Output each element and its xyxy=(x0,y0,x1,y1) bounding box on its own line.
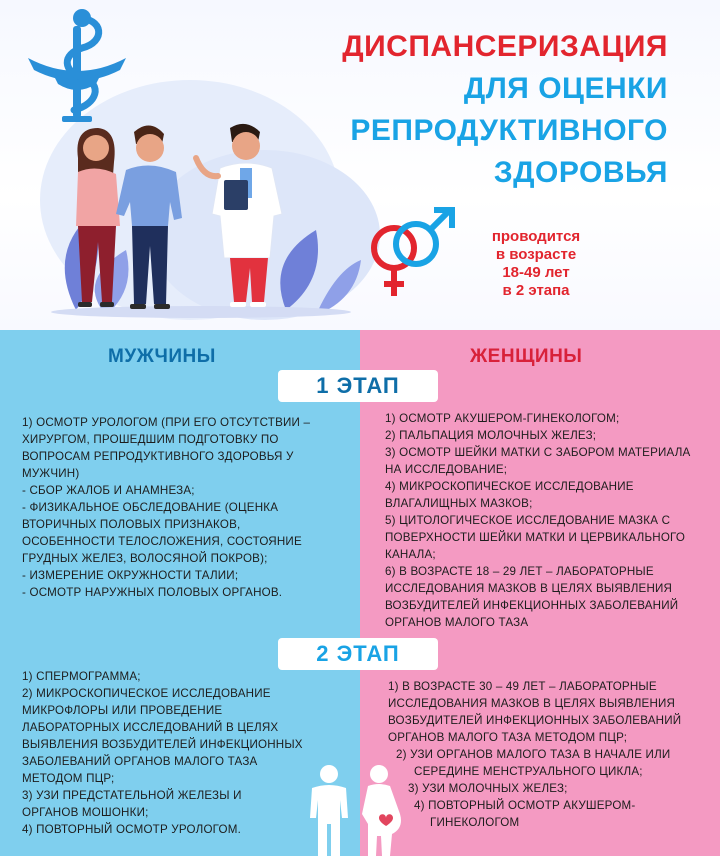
woman-figure xyxy=(76,128,120,307)
men-stage-1-list xyxy=(22,414,310,601)
gender-symbols-icon xyxy=(360,206,460,302)
list-item: - ИЗМЕРЕНИЕ ОКРУЖНОСТИ ТАЛИИ; xyxy=(22,569,239,582)
list-item: МУЖЧИН) xyxy=(22,467,80,480)
women-heading: ЖЕНЩИНЫ xyxy=(470,346,583,367)
list-item: ИССЛЕДОВАНИЯ МАЗКОВ В ЦЕЛЯХ ВЫЯВЛЕНИЯ xyxy=(388,697,676,710)
list-item: 1) ОСМОТР УРОЛОГОМ (ПРИ ЕГО ОТСУТСТВИИ – xyxy=(22,416,311,429)
list-item: ВТОРИЧНЫХ ПОЛОВЫХ ПРИЗНАКОВ, xyxy=(22,518,241,531)
women-stage-1-list xyxy=(385,410,690,631)
list-item: ОРГАНОВ МАЛОГО ТАЗА МЕТОДОМ ПЦР; xyxy=(388,731,628,744)
list-item: НА ИССЛЕДОВАНИЕ; xyxy=(385,463,508,476)
stage-1-label: 1 ЭТАП xyxy=(278,370,438,402)
list-item: 2) УЗИ ОРГАНОВ МАЛОГО ТАЗА В НАЧАЛЕ ИЛИ xyxy=(396,748,671,761)
man-pictogram-icon xyxy=(304,764,354,856)
pregnant-woman-pictogram-icon xyxy=(352,764,412,856)
list-item: МИКРОФЛОРЫ ИЛИ ПРОВЕДЕНИЕ xyxy=(22,704,223,717)
list-item: МЕТОДОМ ПЦР; xyxy=(22,772,115,785)
list-item: 2) МИКРОСКОПИЧЕСКОЕ ИССЛЕДОВАНИЕ xyxy=(22,687,271,700)
list-item: 4) ПОВТОРНЫЙ ОСМОТР УРОЛОГОМ. xyxy=(22,823,241,836)
list-item: ГИНЕКОЛОГОМ xyxy=(430,816,520,829)
title-line-2: ДЛЯ ОЦЕНКИ xyxy=(463,72,668,105)
men-heading: МУЖЧИНЫ xyxy=(108,346,216,367)
list-item: КАНАЛА; xyxy=(385,548,436,561)
list-item: 4) ПОВТОРНЫЙ ОСМОТР АКУШЕРОМ- xyxy=(414,799,636,812)
list-item: ОРГАНОВ МОШОНКИ; xyxy=(22,806,149,819)
couple-and-doctor-illustration xyxy=(64,118,304,314)
list-item: - ФИЗИКАЛЬНОЕ ОБСЛЕДОВАНИЕ (ОЦЕНКА xyxy=(22,501,279,514)
list-item: ИССЛЕДОВАНИЯ МАЗКОВ В ЦЕЛЯХ ВЫЯВЛЕНИЯ xyxy=(385,582,673,595)
list-item: 1) СПЕРМОГРАММА; xyxy=(22,670,141,683)
list-item: 6) В ВОЗРАСТЕ 18 – 29 ЛЕТ – ЛАБОРАТОРНЫЕ xyxy=(385,565,654,578)
age-line: проводится xyxy=(491,228,581,245)
age-line: в возрасте xyxy=(495,246,577,263)
men-stage-2-list xyxy=(22,668,303,838)
list-item: ЗАБОЛЕВАНИЙ ОРГАНОВ МАЛОГО ТАЗА xyxy=(22,755,258,768)
age-line: в 2 этапа xyxy=(502,282,570,299)
list-item: ХИРУРГОМ, ПРОШЕДШИМ ПОДГОТОВКУ ПО xyxy=(22,433,279,446)
title-line-1: ДИСПАНСЕРИЗАЦИЯ xyxy=(342,30,668,63)
list-item: ВЫЯВЛЕНИЯ ВОЗБУДИТЕЛЕЙ ИНФЕКЦИОННЫХ xyxy=(22,738,303,751)
list-item: ВОЗБУДИТЕЛЕЙ ИНФЕКЦИОННЫХ ЗАБОЛЕВАНИЙ xyxy=(388,714,682,727)
list-item: 3) УЗИ МОЛОЧНЫХ ЖЕЛЕЗ; xyxy=(408,782,568,795)
list-item: - ОСМОТР НАРУЖНЫХ ПОЛОВЫХ ОРГАНОВ. xyxy=(22,586,283,599)
list-item: ОСОБЕННОСТИ ТЕЛОСЛОЖЕНИЯ, СОСТОЯНИЕ xyxy=(22,535,302,548)
list-item: СЕРЕДИНЕ МЕНСТРУАЛЬНОГО ЦИКЛА; xyxy=(414,765,643,778)
list-item: ЛАБОРАТОРНЫХ ИССЛЕДОВАНИЙ В ЦЕЛЯХ xyxy=(22,721,279,734)
list-item: ВЛАГАЛИЩНЫХ МАЗКОВ; xyxy=(385,497,533,510)
list-item: 5) ЦИТОЛОГИЧЕСКОЕ ИССЛЕДОВАНИЕ МАЗКА С xyxy=(385,514,671,527)
list-item: ВОЗБУДИТЕЛЕЙ ИНФЕКЦИОННЫХ ЗАБОЛЕВАНИЙ xyxy=(385,599,679,612)
stage-2-label: 2 ЭТАП xyxy=(278,638,438,670)
title-line-4: ЗДОРОВЬЯ xyxy=(493,156,668,189)
list-item: 2) ПАЛЬПАЦИЯ МОЛОЧНЫХ ЖЕЛЕЗ; xyxy=(385,429,597,442)
women-stage-2-list xyxy=(388,678,681,831)
list-item: ВОПРОСАМ РЕПРОДУКТИВНОГО ЗДОРОВЬЯ У xyxy=(22,450,294,463)
list-item: 1) ОСМОТР АКУШЕРОМ-ГИНЕКОЛОГОМ; xyxy=(385,412,620,425)
list-item: ПОВЕРХНОСТИ ШЕЙКИ МАТКИ И ЦЕРВИКАЛЬНОГО xyxy=(385,531,686,544)
title-line-3: РЕПРОДУКТИВНОГО xyxy=(350,114,668,147)
medical-logo-icon xyxy=(22,6,132,126)
age-line: 18-49 лет xyxy=(502,264,570,281)
doctor-figure xyxy=(196,124,282,307)
list-item: 4) МИКРОСКОПИЧЕСКОЕ ИССЛЕДОВАНИЕ xyxy=(385,480,634,493)
man-figure xyxy=(116,125,182,309)
age-info xyxy=(466,228,606,300)
list-item: 3) ОСМОТР ШЕЙКИ МАТКИ С ЗАБОРОМ МАТЕРИАЛА xyxy=(385,446,691,459)
list-item: 1) В ВОЗРАСТЕ 30 – 49 ЛЕТ – ЛАБОРАТОРНЫЕ xyxy=(388,680,657,693)
list-item: ОРГАНОВ МАЛОГО ТАЗА xyxy=(385,616,529,629)
list-item: ГРУДНЫХ ЖЕЛЕЗ, ВОЛОСЯНОЙ ПОКРОВ); xyxy=(22,552,268,565)
list-item: 3) УЗИ ПРЕДСТАТЕЛЬНОЙ ЖЕЛЕЗЫ И xyxy=(22,789,242,802)
list-item: - СБОР ЖАЛОБ И АНАМНЕЗА; xyxy=(22,484,195,497)
